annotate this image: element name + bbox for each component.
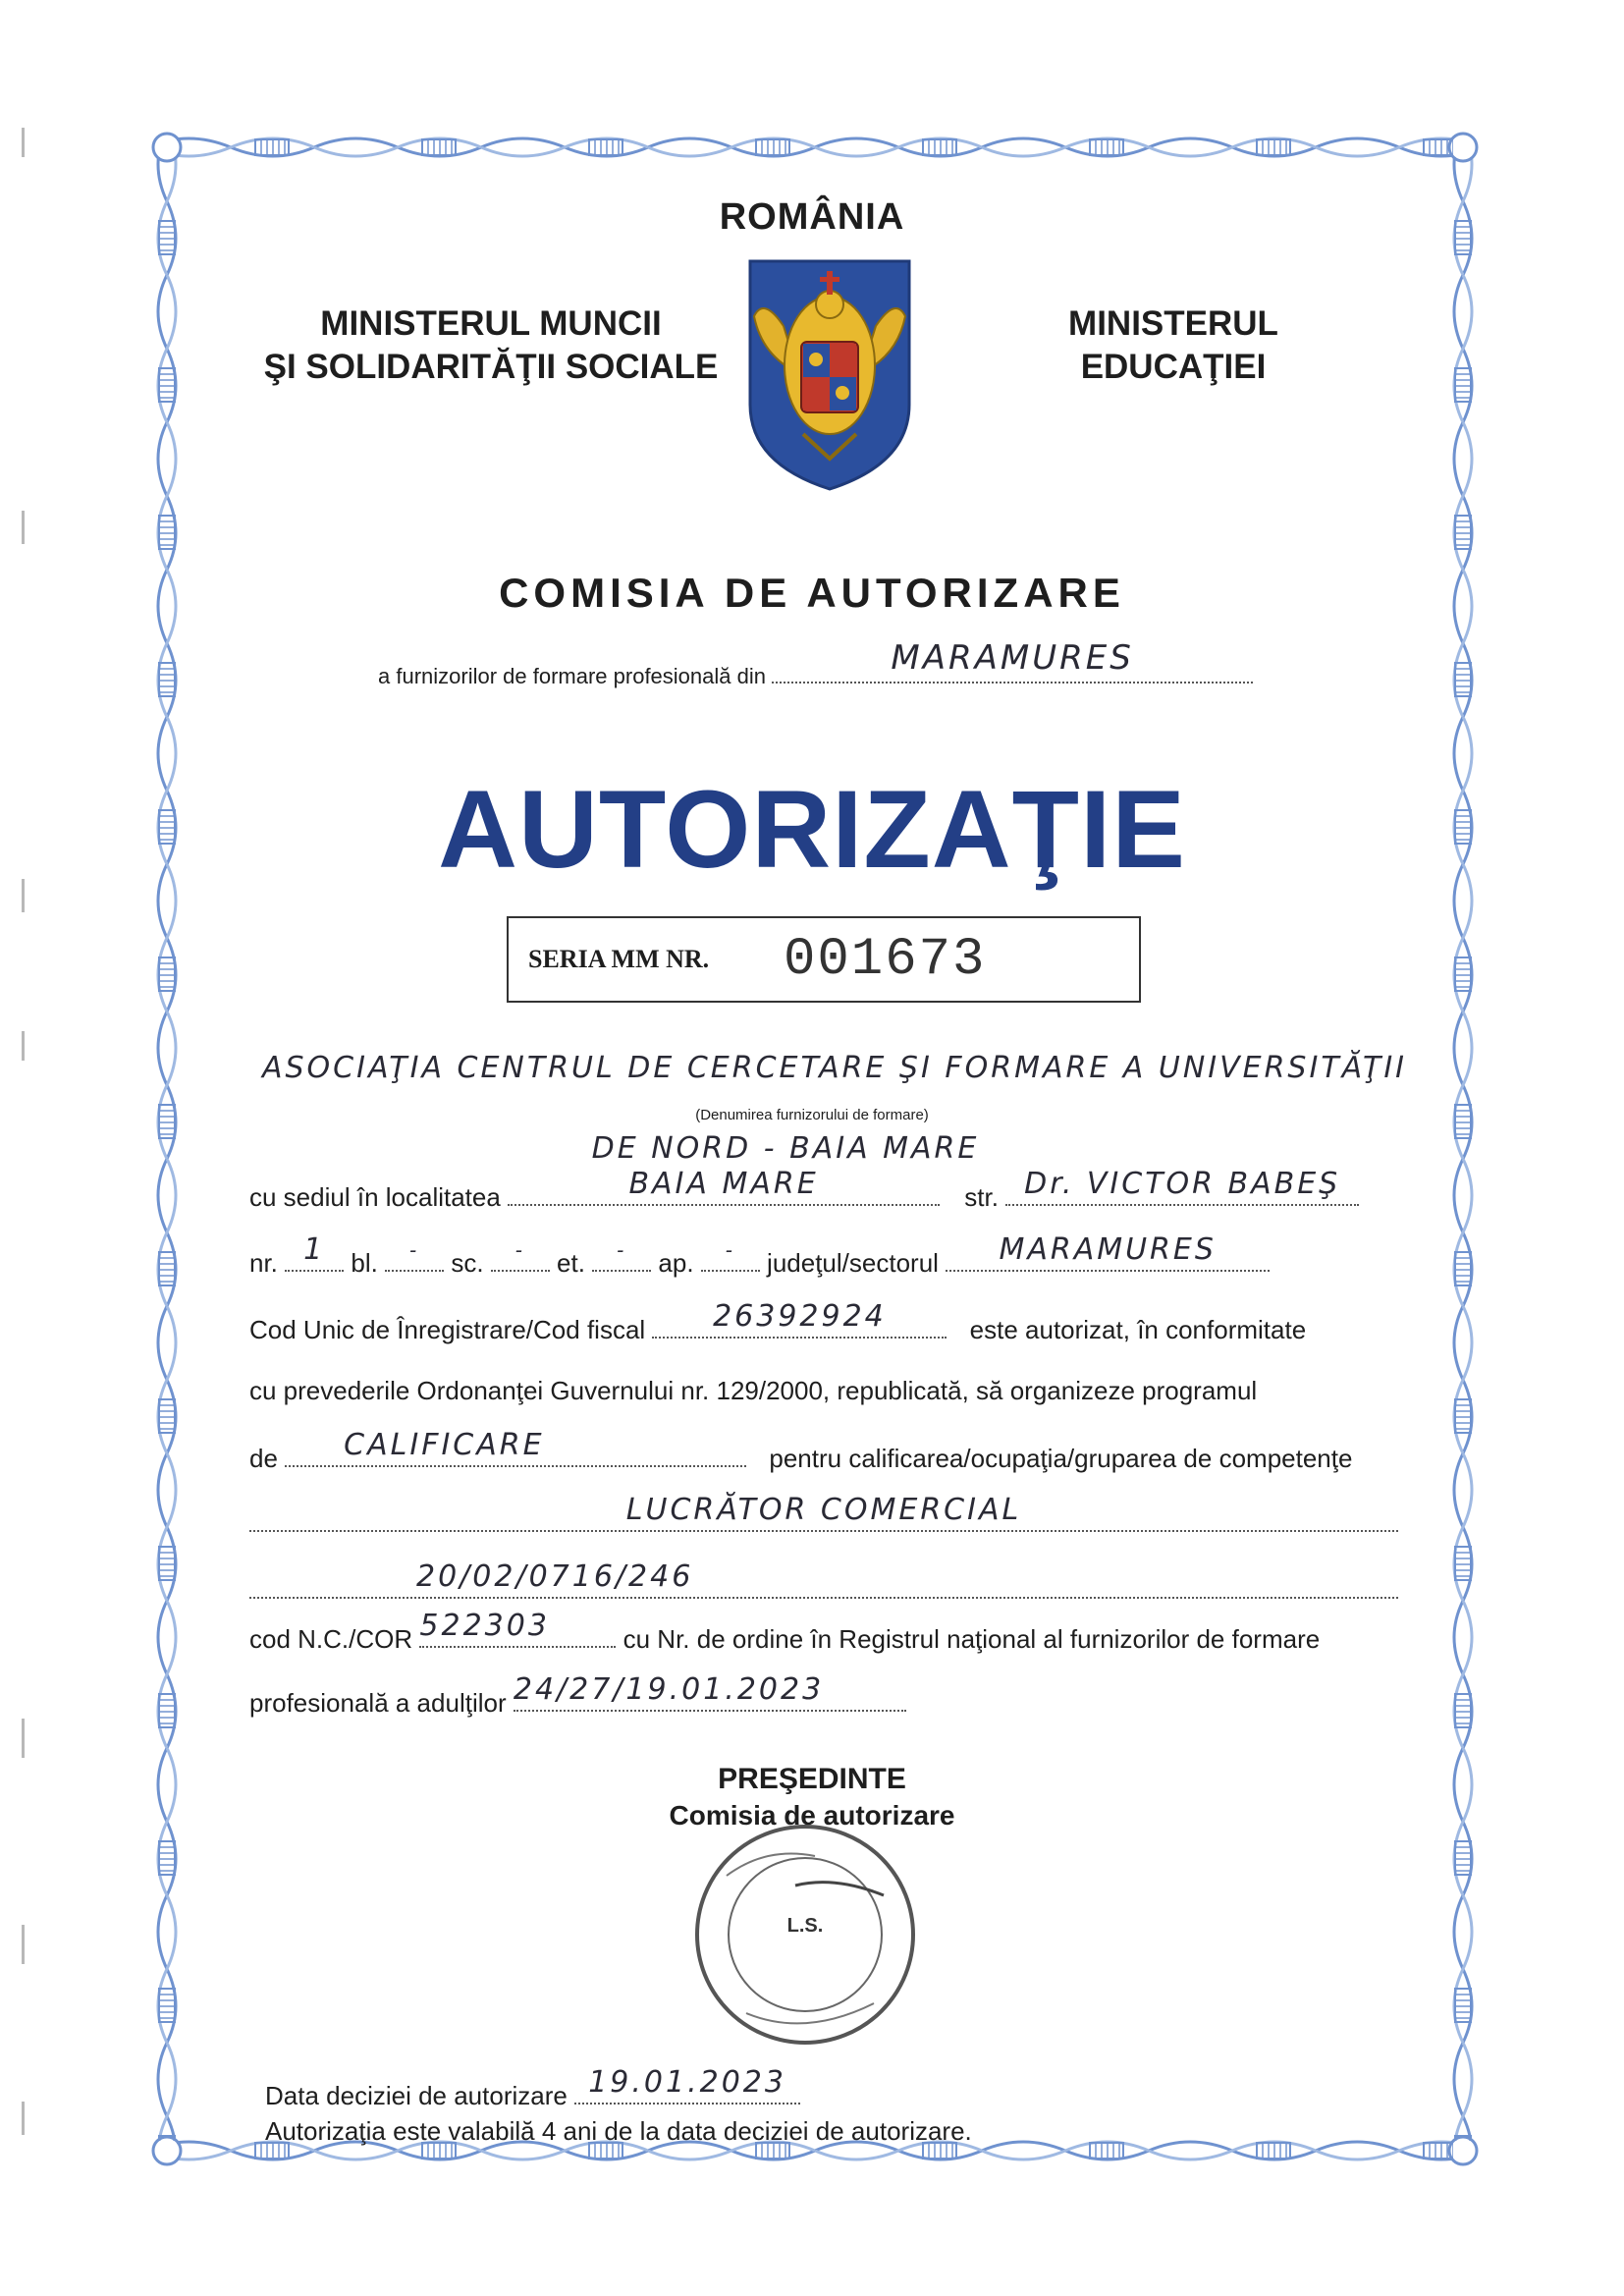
cor-value: 522303 (419, 1609, 550, 1643)
authorized-text: este autorizat, în conformitate (969, 1315, 1307, 1344)
occupation-code-value: 20/02/0716/246 (416, 1559, 694, 1594)
coat-of-arms-icon (744, 257, 915, 493)
scan-mark (22, 1719, 25, 1758)
commission-county-value: MARAMURES (891, 638, 1134, 678)
occupation-code-row (249, 1559, 1398, 1608)
decision-row (265, 2065, 800, 2113)
cui-field (652, 1299, 947, 1339)
et-value: - (617, 1238, 627, 1262)
registry-number-value: 24/27/19.01.2023 (513, 1672, 825, 1707)
cui-label: Cod Unic de Înregistrare/Cod fiscal (249, 1315, 646, 1344)
sc-label: sc. (451, 1248, 484, 1278)
series-box (507, 916, 1141, 1003)
occupation-value: LUCRĂTOR COMERCIAL (625, 1493, 1022, 1527)
scan-mark (22, 2102, 25, 2135)
county-label: judeţul/sectorul (767, 1248, 939, 1278)
et-field (592, 1238, 651, 1272)
ap-value: - (725, 1238, 735, 1262)
county-field (946, 1232, 1270, 1272)
registry-text: cu Nr. de ordine în Registrul naţional al furnizorilor de formare (623, 1624, 1321, 1654)
program-row (249, 1428, 1398, 1476)
cui-row (249, 1299, 1398, 1347)
decision-date-field (574, 2065, 800, 2105)
county-value: MARAMURES (999, 1232, 1217, 1267)
provider-caption: (Denumirea furnizorului de formare) (695, 1107, 929, 1123)
program-type-field (285, 1428, 746, 1467)
president-title: PREŞEDINTE (718, 1763, 906, 1795)
commission-subtitle-text: a furnizorilor de formare profesională din (378, 664, 766, 688)
et-label: et. (557, 1248, 585, 1278)
ministry-labour (236, 302, 746, 389)
scan-mark (22, 1031, 25, 1061)
bl-field (385, 1238, 444, 1272)
commission-subtitle (378, 638, 1253, 689)
sc-value: - (514, 1238, 525, 1262)
validity-text: Autorizaţia este valabilă 4 ani de la data deciziei de autorizare. (265, 2116, 972, 2146)
scan-mark (22, 1925, 25, 1964)
series-number: 001673 (784, 930, 987, 990)
ministry-labour-line1: MINISTERUL MUNCII (320, 304, 662, 343)
country-title: ROMÂNIA (719, 196, 905, 238)
cor-field (419, 1609, 616, 1648)
sc-field (491, 1238, 550, 1272)
provider-name-line2: DE NORD - BAIA MARE (591, 1131, 980, 1166)
scan-mark (22, 128, 25, 157)
official-seal (687, 1817, 923, 2052)
ministry-education-line2: EDUCAŢIEI (1080, 348, 1267, 386)
ministry-education (1036, 302, 1311, 389)
ministry-labour-line2: ŞI SOLIDARITĂŢII SOCIALE (263, 348, 719, 386)
bl-value: - (408, 1238, 420, 1262)
nr-value: 1 (303, 1232, 326, 1267)
seal-mark: L.S. (786, 1915, 824, 1937)
occupation-field (249, 1493, 1398, 1532)
commission-title: COMISIA DE AUTORIZARE (499, 570, 1125, 616)
ministry-education-line1: MINISTERUL (1068, 304, 1278, 343)
cor-label: cod N.C./COR (249, 1624, 413, 1654)
registry-number-field (513, 1672, 906, 1712)
bl-label: bl. (351, 1248, 378, 1278)
commission-label: Comisia de autorizare (669, 1800, 955, 1831)
scan-mark (22, 511, 25, 544)
seat-label: cu sediul în localitatea (249, 1182, 501, 1212)
law-row: cu prevederile Ordonanţei Guvernului nr. 129/2000, republicată, să organizeze programul (249, 1376, 1258, 1405)
street-field (1005, 1167, 1359, 1206)
qualification-text: pentru calificarea/ocupaţia/gruparea de competenţe (769, 1444, 1353, 1473)
commission-county-field (772, 638, 1253, 683)
cor-row (249, 1609, 1398, 1657)
ap-label: ap. (658, 1248, 694, 1278)
provider-name-line1: ASOCIAŢIA CENTRUL DE CERCETARE ŞI FORMARE A UNIVERSITĂŢII (261, 1051, 1408, 1085)
cui-value: 26392924 (713, 1299, 887, 1334)
document-title: AUTORIZAŢIE (438, 768, 1186, 891)
occupation-code-field (249, 1559, 1398, 1599)
de-label: de (249, 1444, 278, 1473)
ap-field (701, 1238, 760, 1272)
nr-field (285, 1232, 344, 1272)
decision-date-value: 19.01.2023 (588, 2065, 786, 2100)
locality-field (508, 1167, 940, 1206)
seat-row (249, 1167, 1398, 1215)
nr-label: nr. (249, 1248, 278, 1278)
locality-value: BAIA MARE (628, 1167, 819, 1201)
occupation-row (249, 1493, 1398, 1541)
decision-label: Data deciziei de autorizare (265, 2081, 568, 2110)
street-value: Dr. VICTOR BABEŞ (1024, 1167, 1341, 1201)
street-label: str. (964, 1182, 999, 1212)
registry-row (249, 1672, 1398, 1721)
address-row (249, 1232, 1398, 1281)
adults-label: profesională a adulţilor (249, 1688, 507, 1718)
series-label: SERIA MM NR. (528, 945, 710, 973)
program-type-value: CALIFICARE (344, 1428, 545, 1462)
